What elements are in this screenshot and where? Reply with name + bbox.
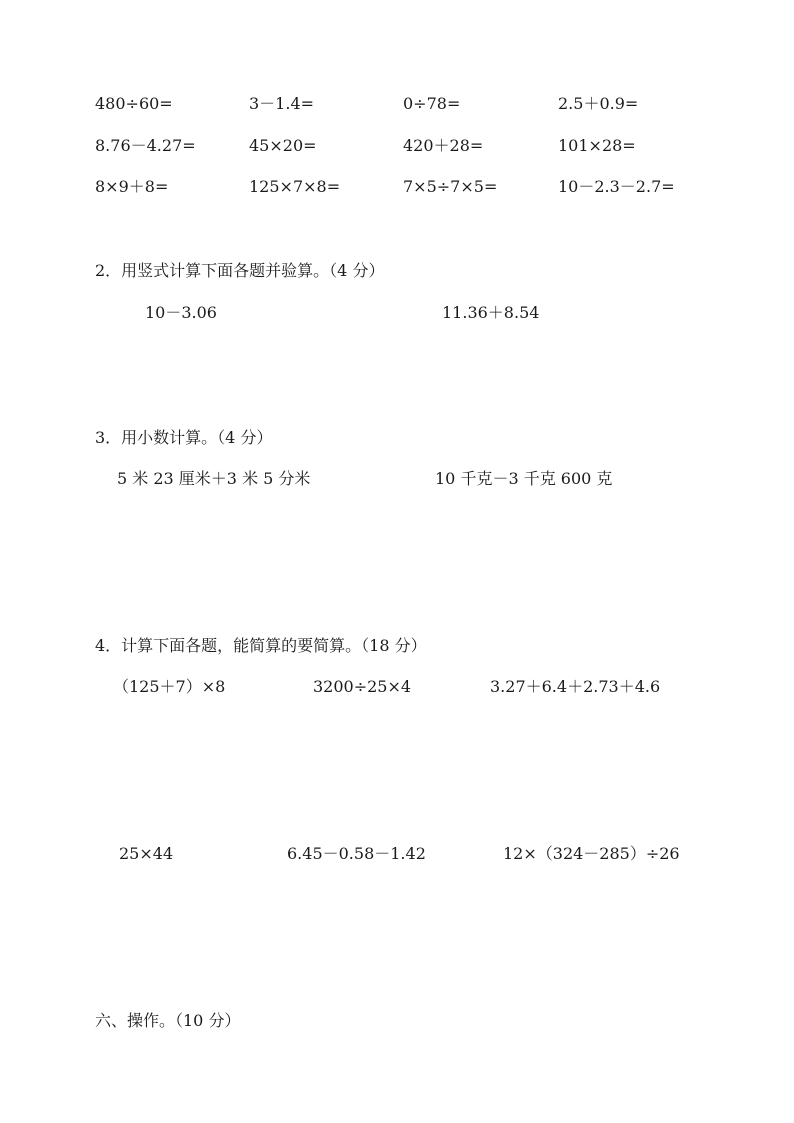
calc-item: 0÷78= (403, 94, 461, 113)
q4-item: （125＋7）×8 (113, 677, 226, 696)
q4-item: 25×44 (119, 844, 174, 863)
calc-item: 10－2.3－2.7= (558, 177, 675, 196)
calc-item: 2.5＋0.9= (558, 94, 639, 113)
q2-item: 10－3.06 (145, 303, 217, 322)
q4-title: 4．计算下面各题，能简算的要简算。（18 分） (95, 636, 427, 655)
calc-item: 45×20= (249, 136, 317, 155)
q3-item: 5 米 23 厘米＋3 米 5 分米 (117, 469, 311, 488)
q2-item: 11.36＋8.54 (442, 303, 540, 322)
q2-title: 2．用竖式计算下面各题并验算。（4 分） (95, 261, 385, 280)
calc-item: 8×9＋8= (95, 177, 169, 196)
calc-item: 8.76－4.27= (95, 136, 196, 155)
calc-item: 7×5÷7×5= (403, 177, 498, 196)
calc-item: 125×7×8= (249, 177, 341, 196)
q4-item: 3.27＋6.4＋2.73＋4.6 (490, 677, 661, 696)
q3-item: 10 千克－3 千克 600 克 (435, 469, 613, 488)
calc-item: 480÷60= (95, 94, 173, 113)
section6-title: 六、操作。（10 分） (95, 1011, 241, 1030)
calc-item: 101×28= (558, 136, 636, 155)
q3-title: 3．用小数计算。（4 分） (95, 428, 273, 447)
q4-item: 12×（324－285）÷26 (503, 844, 680, 863)
calc-item: 420＋28= (403, 136, 484, 155)
q4-item: 3200÷25×4 (313, 677, 412, 696)
calc-item: 3－1.4= (249, 94, 315, 113)
q4-item: 6.45－0.58－1.42 (287, 844, 426, 863)
